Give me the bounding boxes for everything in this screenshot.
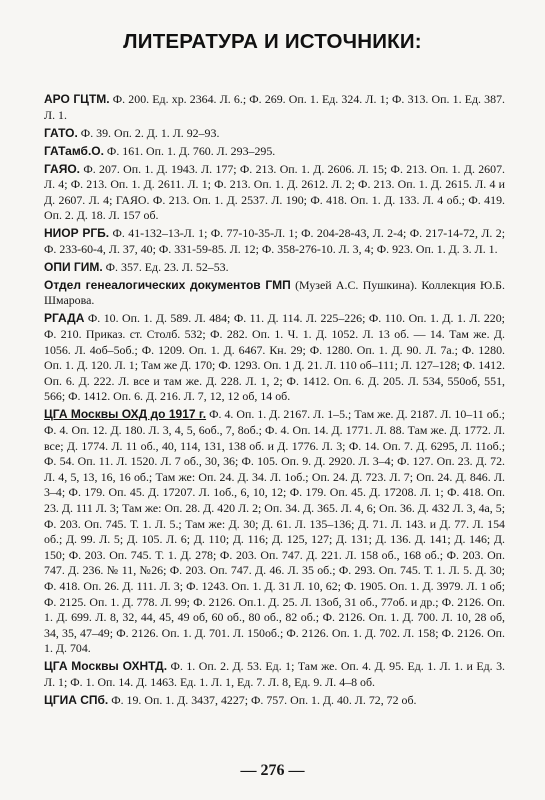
- archive-references: Ф. 357. Ед. 23. Л. 52–53.: [102, 259, 229, 274]
- archive-name: ГАТамб.О.: [44, 143, 104, 158]
- list-item: [44, 162, 505, 224]
- archive-name: РГАДА: [44, 311, 85, 326]
- bibliography-list: [44, 92, 505, 711]
- archive-name: ЦГИА СПб.: [44, 692, 109, 707]
- archive-references: Ф. 161. Оп. 1. Д. 760. Л. 293–295.: [103, 143, 276, 158]
- archive-references: Ф. 41-132–13-Л. 1; Ф. 77-10-35-Л. 1; Ф. 204-28-43, Л. 2-4; Ф. 217-14-72, Л. 2; Ф. 233-60-4, Л. 37, 40; Ф. 331-59-85. Л. 12; Ф. 358-276-10. Л. 3, 4; Ф. 923. Оп. 1. Д. 3. Л. 1.: [44, 226, 505, 256]
- list-item: [44, 659, 505, 690]
- archive-references: Ф. 4. Оп. 1. Д. 2167. Л. 1–5.; Там же. Д. 2187. Л. 10–11 об.; Ф. 4. Оп. 12. Д. 180. Л. 3, 4, 5, 6об., 7, 8об.; Ф. 4. Оп. 14. Д. 1771. Л. 88. Там же. Д. 1772. Л. все; Д. 1774. Л. 11 об., 40, 114, 131, 138 об. и Д. 1776. Л. 3; Ф. 14. Оп. 7. Д. 6295, Л. 11об.; Ф. 54. Оп. 11. Л. 1520. Л. 7 об., 30, 36; Ф. 105. Оп. 9. Д. 2920. Л. 3–4; Ф. 127. Оп. 23. Д. 72. Л. 4, 5, 13, 16, 16 об.; Там же: Оп. 24. Д. 34. Л. 1об.; Оп. 24. Д. 723. Л. 7; Оп. 24. Д. 846. Л. 3–4; Ф. 179. Оп. 45. Д. 17207. Л. 1об., 6, 10, 12; Ф. 179. Оп. 45. Д. 17208. Л. 1; Ф. 418. Оп. 23. Д. 111 Л. 3; Там же: Оп. 28. Д. 420 Л. 2; Оп. 34. Д. 365. Л. 4, 6; Оп. 36. Д. 432 Л. 3, 4а, 5; Ф. 203. Оп. 745. Т. 1. Л. 5.; Там же: Д. 30; Д. 61. Л. 135–136; Д. 71. Л. 143. и Д. 77. Л. 154 об.; Д. 99. Л. 5; Д. 105. Л. 6; Д. 110; Д. 116; Д. 125, 127; Д. 131; Д. 136. Д. 141; Д. 146; Д. 150; Ф. 203. Оп. 745. Т. 1. Д. 278; Ф. 203. Оп. 747. Д. 221. Л. 158 об., 168 об.; Ф. 203. Оп. 747. Д. 236. № 11, №26; Ф. 203. Оп. 747. Д. 46. Л. 35 об.; Ф. 293. Оп. 745. Т. 1. Л. 5. Д. 30; Ф. 418. Оп. 26. Д. 111. Л. 3; Ф. 1243. Оп. 1. Д. 31 Л. 10, 62; Ф. 1905. Оп. 1. Д. 3979. Л. 1 об; Ф. 2125. Оп. 1. Д. 778. Л. 99; Ф. 2126. Оп.1. Д. 25. Л. 13об, 31 об., 77об. и др.; Ф. 2126. Оп. 1. Д. 699. Л. 8, 32, 44, 45, 49 об, 60 об., 80 об., 82 об.; Ф. 2126. Оп. 1. Д. 700. Л. 10, 28 об, 34, 35, 47–49; Ф. 2126. Оп. 1. Д. 701. Л. 150об.; Ф. 2126. Оп. 1. Д. 702. Л. 158; Ф. 2126. Оп. 1. Д. 704.: [44, 407, 505, 656]
- page-number: — 276 —: [240, 762, 305, 779]
- list-item: [44, 92, 505, 123]
- list-item: [44, 311, 505, 405]
- archive-name: ЦГА Москвы ОХНТД.: [44, 659, 168, 674]
- list-item: [44, 144, 505, 160]
- archive-references: Ф. 207. Оп. 1. Д. 1943. Л. 177; Ф. 213. Оп. 1. Д. 2606. Л. 15; Ф. 213. Оп. 1. Д. 2607. Л. 4; Ф. 213. Оп. 1. Д. 2611. Л. 1; Ф. 213. Оп. 1. Д. 2612. Л. 2; Ф. 213. Оп. 1. Д. 2615. Л. 4 и Д. 2607. Л. 4; ГАЯО. Ф. 213. Оп. 1. Д. 2537. Л. 190; Ф. 418. Оп. 1. Д. 133. Л. 4 об.; Ф. 419. Оп. 2. Д. 18. Л. 157 об.: [44, 161, 505, 223]
- list-item: [44, 126, 505, 142]
- archive-references: (Музей А.С. Пушкина). Коллекция Ю.Б. Шмарова.: [44, 277, 505, 308]
- archive-name: ОПИ ГИМ.: [44, 259, 103, 274]
- archive-name: ГАЯО.: [44, 161, 81, 176]
- list-item: [44, 226, 505, 257]
- archive-references: Ф. 10. Оп. 1. Д. 589. Л. 484; Ф. 11. Д. 114. Л. 225–226; Ф. 110. Оп. 1. Д. 1. Л. 220; Ф. 210. Приказ. ст. Столб. 532; Ф. 282. Оп. 1. Ч. 1. Д. 1052. Л. 13 об. — 14. Там же. Д. 1056. Л. 4об–5об.; Ф. 1209. Оп. 1. Д. 6467. Кн. 29; Ф. 1280. Оп. 1. Д. 90. Л. 7а.; Ф. 1280. Оп. 1. Д. 120. Л. 1; Там же Д. 170; Ф. 1293. Оп. 1 Д. 21. Л. 110 об–111; Л. 127–128; Ф. 1412. Оп. 6. Д. 222. Л. все и там же. Д. 228. Л. 1, 2; Ф. 1412. Оп. 6. Д. 205. Л. 534, 550об, 551, 566; Ф. 1412. Оп. 6. Д. 216. Л. 7, 12, 12 об, 14 об.: [44, 311, 505, 404]
- archive-name: НИОР РГБ.: [44, 226, 110, 241]
- archive-references: Ф. 1. Оп. 2. Д. 53. Ед. 1; Там же. Оп. 4. Д. 95. Ед. 1. Л. 1. и Ед. 3. Л. 1; Ф. 1. Оп. 14. Д. 1463. Ед. 1. Л. 1, Ед. 7. Л. 8, Ед. 9. Л. 4–8 об.: [44, 659, 505, 689]
- archive-name: АРО ГЦТМ.: [44, 92, 110, 106]
- archive-references: Ф. 19. Оп. 1. Д. 3437, 4227; Ф. 757. Оп. 1. Д. 40. Л. 72, 72 об.: [108, 692, 417, 707]
- list-item: [44, 278, 505, 309]
- archive-name: Отдел генеалогических документов ГМП: [44, 277, 291, 292]
- archive-references: Ф. 39. Оп. 2. Д. 1. Л. 92–93.: [77, 125, 220, 140]
- archive-references: Ф. 200. Ед. хр. 2364. Л. 6.; Ф. 269. Оп. 1. Ед. 324. Л. 1; Ф. 313. Оп. 1. Ед. 387. Л. 1.: [44, 92, 505, 122]
- list-item: [44, 407, 505, 657]
- list-item: [44, 693, 505, 709]
- archive-name: ЦГА Москвы ОХД до 1917 г.: [44, 407, 207, 422]
- list-item: [44, 260, 505, 276]
- page-title: ЛИТЕРАТУРА И ИСТОЧНИКИ:: [123, 30, 422, 53]
- archive-name: ГАТО.: [44, 125, 78, 140]
